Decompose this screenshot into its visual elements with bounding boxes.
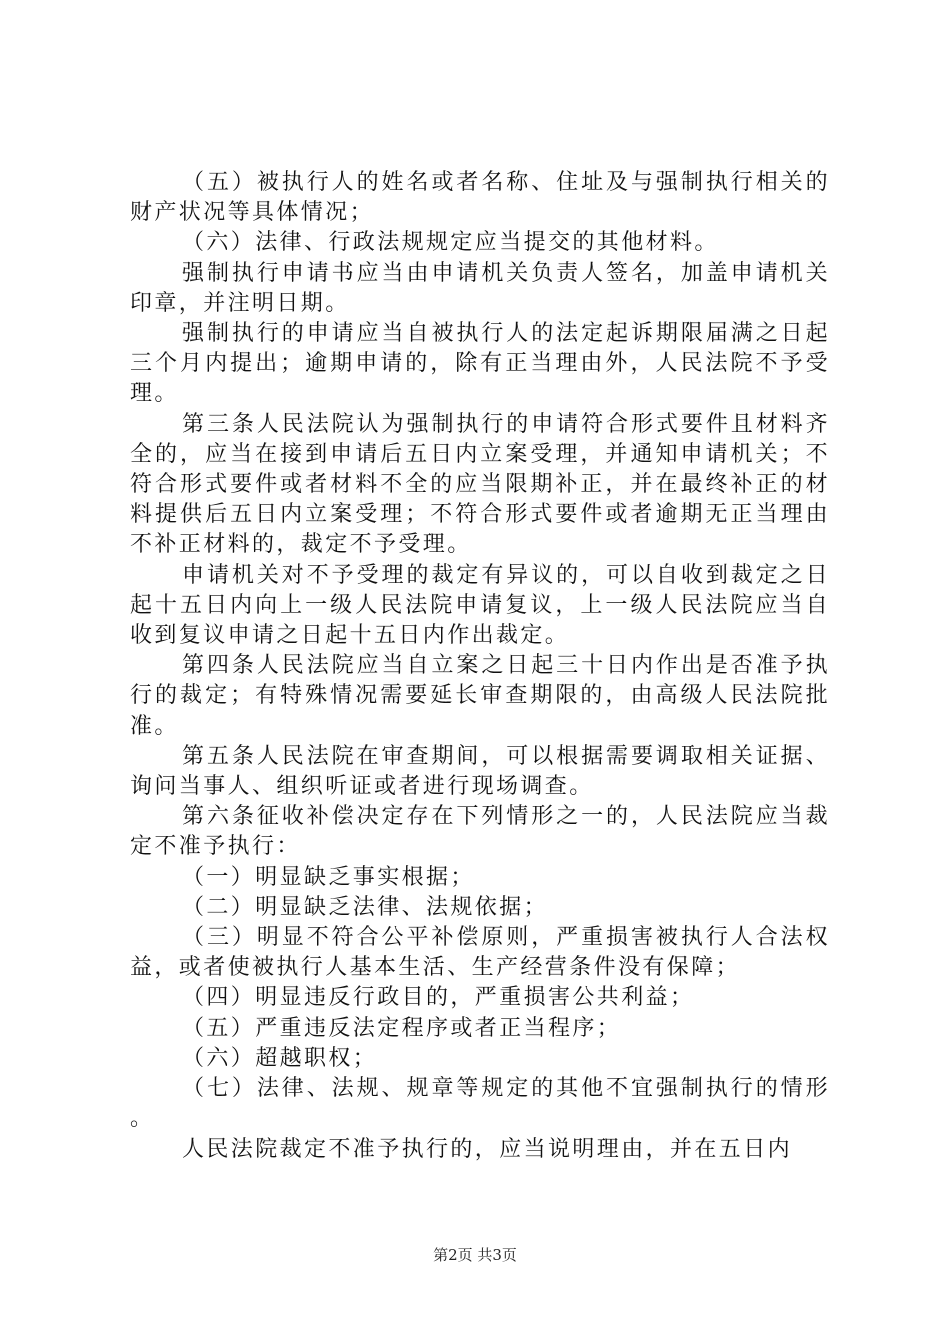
paragraph-1: （五）被执行人的姓名或者名称、住址及与强制执行相关的财产状况等具体情况； bbox=[130, 170, 830, 226]
paragraph-13: （四）明显违反行政目的，严重损害公共利益； bbox=[182, 985, 695, 1011]
paragraph-14: （五）严重违反法定程序或者正当程序； bbox=[182, 1015, 622, 1041]
paragraph-9: 第六条征收补偿决定存在下列情形之一的，人民法院应当裁定不准予执行： bbox=[130, 804, 830, 860]
document-body bbox=[130, 168, 830, 1165]
paragraph-2: （六）法律、行政法规规定应当提交的其他材料。 bbox=[182, 230, 719, 256]
paragraph-6: 申请机关对不予受理的裁定有异议的，可以自收到裁定之日起十五日内向上一级人民法院申请复议，上一级人民法院应当自收到复议申请之日起十五日内作出裁定。 bbox=[130, 562, 830, 649]
paragraph-5: 第三条人民法院认为强制执行的申请符合形式要件且材料齐全的，应当在接到申请后五日内立案受理，并通知申请机关；不符合形式要件或者材料不全的应当限期补正，并在最终补正的材料提供后五日内立案受理；不符合形式要件或者逾期无正当理由不补正材料的，裁定不予受理。 bbox=[130, 411, 830, 558]
paragraph-4: 强制执行的申请应当自被执行人的法定起诉期限届满之日起三个月内提出；逾期申请的，除有正当理由外，人民法院不予受理。 bbox=[130, 321, 830, 407]
paragraph-7: 第四条人民法院应当自立案之日起三十日内作出是否准予执行的裁定；有特殊情况需要延长审查期限的，由高级人民法院批准。 bbox=[130, 653, 830, 739]
paragraph-8: 第五条人民法院在审查期间，可以根据需要调取相关证据、询问当事人、组织听证或者进行现场调查。 bbox=[130, 743, 830, 800]
paragraph-16: （七）法律、法规、规章等规定的其他不宜强制执行的情形。 bbox=[130, 1076, 830, 1132]
paragraph-17: 人民法院裁定不准予执行的，应当说明理由，并在五日内 bbox=[182, 1136, 793, 1162]
paragraph-11: （二）明显缺乏法律、法规依据； bbox=[182, 894, 549, 920]
page-number-label: 第2页 共3页 bbox=[433, 1246, 517, 1264]
paragraph-15: （六）超越职权； bbox=[182, 1045, 378, 1071]
paragraph-12: （三）明显不符合公平补偿原则，严重损害被执行人合法权益，或者使被执行人基本生活、生产经营条件没有保障； bbox=[130, 925, 830, 981]
paragraph-3: 强制执行申请书应当由申请机关负责人签名，加盖申请机关印章，并注明日期。 bbox=[130, 260, 830, 316]
paragraph-10: （一）明显缺乏事实根据； bbox=[182, 864, 475, 890]
page-footer bbox=[0, 1244, 950, 1265]
